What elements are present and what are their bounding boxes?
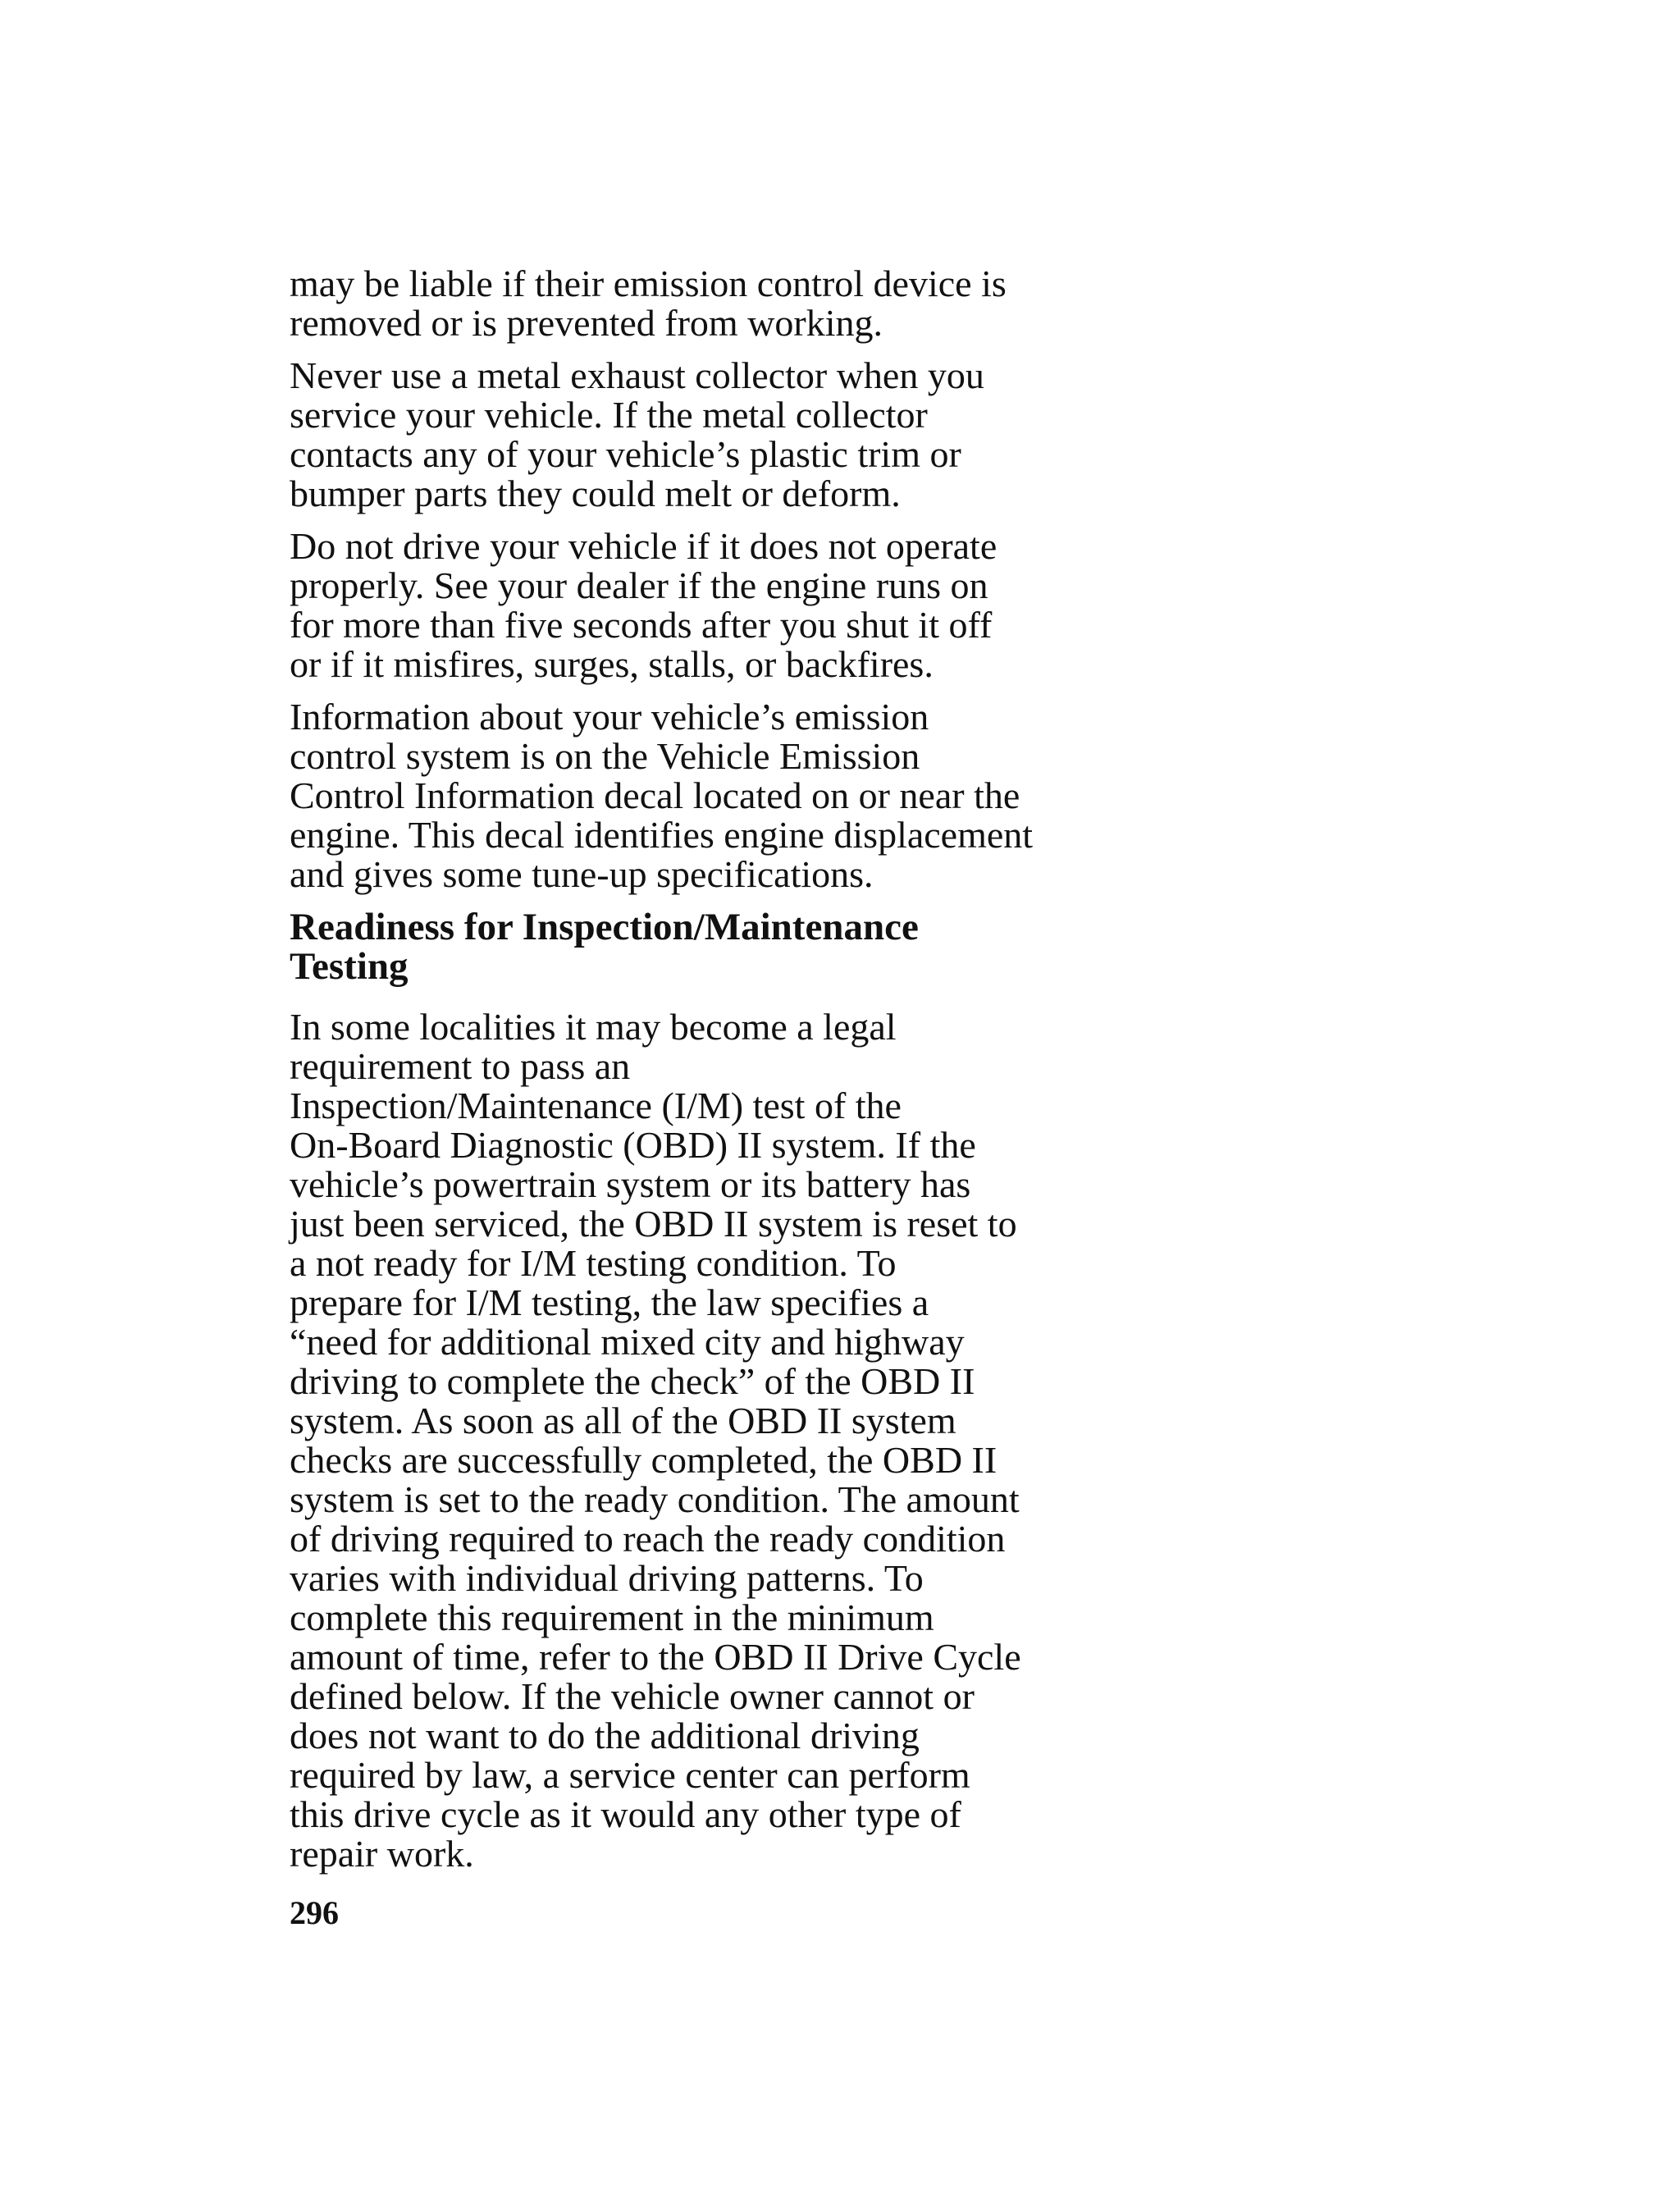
- text-line: complete this requirement in the minimum: [290, 1596, 934, 1638]
- text-line: service your vehicle. If the metal collector: [290, 394, 928, 436]
- text-line: bumper parts they could melt or deform.: [290, 473, 901, 514]
- paragraph-do-not-drive: [290, 527, 1143, 684]
- text-line: of driving required to reach the ready condition: [290, 1518, 1006, 1560]
- text-line: repair work.: [290, 1833, 474, 1875]
- text-line: or if it misfires, surges, stalls, or backfires.: [290, 643, 934, 685]
- text-line: On-Board Diagnostic (OBD) II system. If the: [290, 1124, 976, 1166]
- text-line: and gives some tune-up specifications.: [290, 853, 874, 895]
- text-line: may be liable if their emission control device is: [290, 263, 1007, 304]
- text-line: just been serviced, the OBD II system is reset to: [290, 1203, 1017, 1245]
- text-line: Information about your vehicle’s emission: [290, 696, 929, 738]
- text-line: control system is on the Vehicle Emission: [290, 735, 920, 777]
- text-line: properly. See your dealer if the engine runs on: [290, 564, 988, 606]
- paragraph-exhaust-collector: [290, 356, 1143, 514]
- text-line: for more than five seconds after you shut it off: [290, 604, 993, 646]
- text-line: In some localities it may become a legal: [290, 1006, 897, 1048]
- text-line: a not ready for I/M testing condition. To: [290, 1242, 897, 1284]
- text-line: engine. This decal identifies engine displacement: [290, 814, 1034, 856]
- text-line: system. As soon as all of the OBD II system: [290, 1400, 956, 1441]
- paragraph-im-testing: [290, 1007, 1143, 1874]
- text-line: driving to complete the check” of the OBD II: [290, 1360, 975, 1402]
- text-column: [290, 264, 1143, 1887]
- text-line: requirement to pass an: [290, 1045, 631, 1087]
- text-line: removed or is prevented from working.: [290, 302, 883, 344]
- text-line: defined below. If the vehicle owner cannot or: [290, 1675, 975, 1717]
- paragraph-emission-device-liability: [290, 264, 1143, 343]
- text-line: required by law, a service center can perform: [290, 1754, 970, 1796]
- text-line: checks are successfully completed, the OBD II: [290, 1439, 998, 1481]
- text-line: Inspection/Maintenance (I/M) test of the: [290, 1085, 902, 1126]
- section-heading: [290, 907, 1143, 986]
- text-line: prepare for I/M testing, the law specifies a: [290, 1281, 929, 1323]
- text-line: “need for additional mixed city and highway: [290, 1321, 965, 1363]
- page-number: 296: [290, 1894, 339, 1931]
- text-line: Do not drive your vehicle if it does not operate: [290, 525, 998, 567]
- text-line: vehicle’s powertrain system or its battery has: [290, 1163, 971, 1205]
- text-line: amount of time, refer to the OBD II Drive Cycle: [290, 1636, 1021, 1678]
- text-line: contacts any of your vehicle’s plastic trim or: [290, 433, 961, 475]
- text-line: system is set to the ready condition. The amount: [290, 1478, 1020, 1520]
- text-line: varies with individual driving patterns. To: [290, 1557, 924, 1599]
- text-line: Never use a metal exhaust collector when you: [290, 354, 984, 396]
- heading-line: Testing: [290, 945, 409, 988]
- text-line: does not want to do the additional driving: [290, 1715, 920, 1756]
- text-line: Control Information decal located on or near the: [290, 774, 1020, 816]
- heading-line: Readiness for Inspection/Maintenance: [290, 906, 919, 948]
- paragraph-emission-info-decal: [290, 697, 1143, 894]
- text-line: this drive cycle as it would any other type of: [290, 1793, 961, 1835]
